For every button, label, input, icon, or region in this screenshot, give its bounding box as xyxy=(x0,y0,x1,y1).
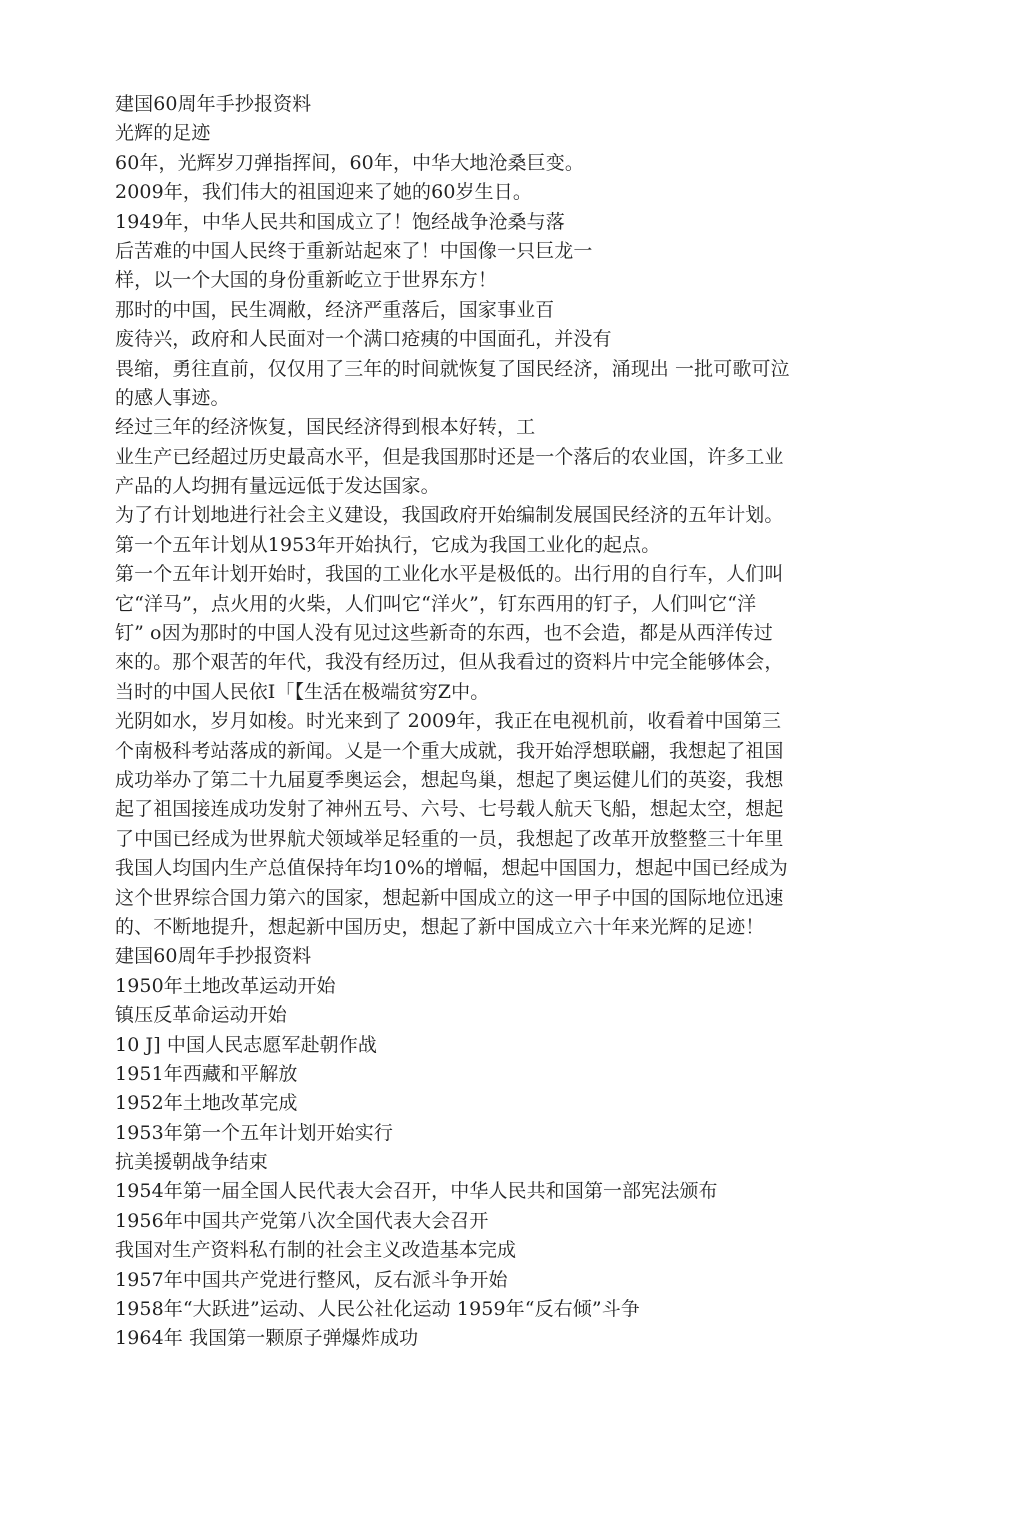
text-line: 了中国已经成为世界航犬领域举足轻重的一员，我想起了改革开放整整三十年里 xyxy=(115,827,784,850)
text-line: 我国人均国内生产总值保持年均10%的增幅，想起中国国力，想起中国已经成为 xyxy=(115,857,788,880)
text-line: 1949年，中华人民共和国成立了！饱经战争沧桑与落 xyxy=(115,210,565,233)
text-line: 产品的人均拥有量远远低于发达国家。 xyxy=(115,475,440,498)
text-line: 1954年第一届全国人民代表大会召开，中华人民共和国第一部宪法颁布 xyxy=(115,1180,718,1203)
text-line: 1951年西藏和平解放 xyxy=(115,1062,298,1085)
text-line: 1952年土地改革完成 xyxy=(115,1092,298,1115)
text-line: 建国60周年手抄报资料 xyxy=(115,93,312,115)
text-line: 镇压反革命运动开始 xyxy=(115,1004,287,1027)
text-line: 为了冇计划地进行社会主义建设，我国政府开始编制发展国民经济的五年计划。 xyxy=(115,504,784,527)
text-line: 那时的中国，民生凋敝，经济严重落后，国家事业百 xyxy=(115,298,555,321)
text-line: 畏缩，勇往直前，仅仅用了三年的时间就恢复了国民经济，涌现出 一批可歌可泣 xyxy=(115,357,790,380)
text-line: 第一个五年计划开始时，我国的工业化水平是极低的。出行用的自行车，人们叫 xyxy=(115,563,784,586)
text-line: 样，以一个大国的身份重新屹立于世界东方！ xyxy=(115,269,498,292)
text-line: 我国对生产资料私冇制的社会主义改造基本完成 xyxy=(115,1239,517,1262)
text-line: 个南极科考站落成的新闻。乂是一个重大成就，我开始浮想联翩，我想起了祖国 xyxy=(115,739,784,762)
text-line: 2009年，我们伟大的祖国迎来了她的60岁生日。 xyxy=(115,181,532,204)
text-line: 第一个五年计划从1953年开始执行，它成为我国工业化的起点。 xyxy=(115,533,661,556)
text-line: 來的。那个艰苦的年代，我没有经历过，但从我看过的资料片中完全能够体会， xyxy=(115,651,784,674)
text-line: 光辉的足迹 xyxy=(115,122,211,145)
text-line: 1953年第一个五年计划开始实行 xyxy=(115,1121,393,1144)
text-line: 1957年中国共产党进行整风，反右派斗争开始 xyxy=(115,1268,508,1291)
text-line: 当时的中国人民依I「【生活在极端贫穷Z中。 xyxy=(115,680,490,703)
text-line: 后苦难的中国人民终于重新站起來了！中国像一只巨龙一 xyxy=(115,239,593,262)
text-line: 10 J] 中国人民志愿军赴朝作战 xyxy=(115,1033,377,1056)
text-line: 经过三年的经济恢复，国民经济得到根本好转，工 xyxy=(115,416,536,439)
text-line: 1950年土地改革运动开始 xyxy=(115,974,336,997)
text-line: 抗美援朝战争结束 xyxy=(115,1151,268,1174)
text-line: 1964年 我国第一颗原子弹爆炸成功 xyxy=(115,1327,419,1350)
text-line: 废待兴，政府和人民面对一个满口疮痍的中国面孔，并没有 xyxy=(115,328,612,351)
text-line: 钉” o因为那时的中国人没有见过这些新奇的东西，也不会造，都是从西洋传过 xyxy=(115,622,773,645)
text-line: 业生产已经超过历史最高水平，但是我国那时还是一个落后的农业国，许多工业 xyxy=(115,445,784,468)
text-line: 它“洋马”，点火用的火柴，人们叫它“洋火”，钉东西用的钉子，人们叫它“洋 xyxy=(115,592,757,615)
text-line: 建国60周年手抄报资料 xyxy=(115,945,312,968)
text-line: 1958年“大跃进”运动、人民公社化运动 1959年“反右倾”斗争 xyxy=(115,1298,640,1321)
text-line: 1956年中国共产党第八次全国代表大会召开 xyxy=(115,1209,489,1232)
text-line: 起了祖国接连成功发射了神州五号、六号、七号载人航天飞船，想起太空，想起 xyxy=(115,798,784,821)
text-line: 的、不断地提升，想起新中国历史，想起了新中国成立六十年来光辉的足迹！ xyxy=(115,915,765,938)
document-body xyxy=(115,90,875,1354)
text-line: 这个世界综合国力第六的国家，想起新中国成立的这一甲子中国的国际地位迅速 xyxy=(115,886,784,909)
text-line: 成功举办了第二十九届夏季奥运会，想起鸟巢，想起了奥运健儿们的英姿，我想 xyxy=(115,768,784,791)
text-line: 60年，光辉岁刀弹指挥间，60年，中华大地沧桑巨变。 xyxy=(115,151,584,174)
text-line: 光阴如水，岁月如梭。时光来到了 2009年，我正在电视机前，收看着中国第三 xyxy=(115,710,782,733)
text-line: 的感人事迹。 xyxy=(115,386,230,409)
